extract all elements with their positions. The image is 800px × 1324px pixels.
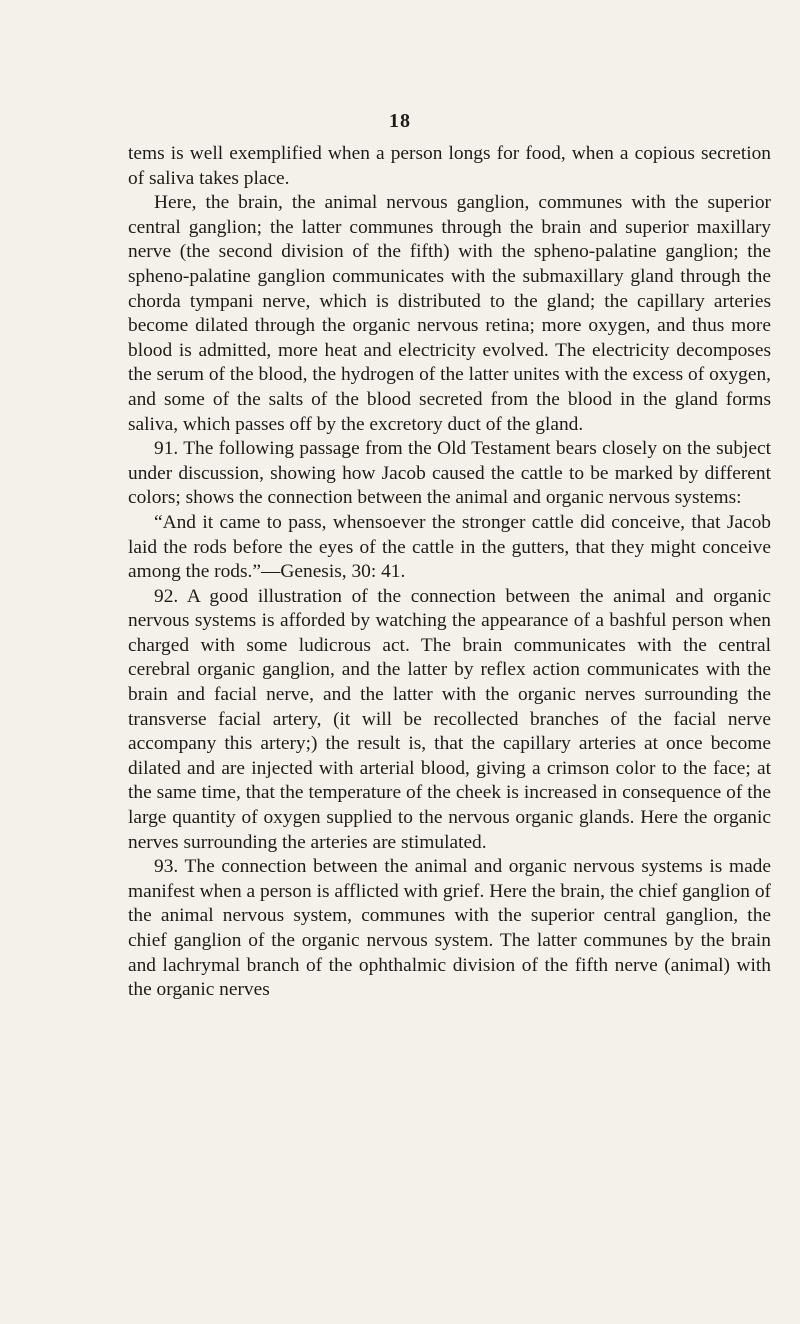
page-number: 18: [389, 110, 411, 132]
paragraph-section-92: 92. A good illustration of the connection between the animal and organic nervous systems is afforded by watching the appearance of a bashful person when charged with some ludicrous act. The brain communicates with the central cerebral organic ganglion, and the latter by reflex action communicates with the brain and facial nerve, and the latter with the organic nerves surrounding the transverse facial artery, (it will be recollected branches of the facial nerve accompany this artery;) the result is, that the capillary arteries at once become dilated and are injected with arterial blood, giving a crimson color to the face; at the same time, that the temperature of the cheek is increased in consequence of the large quantity of oxygen supplied to the nervous organic glands. Here the organic nerves surrounding the arteries are stimulated.: [128, 585, 771, 853]
paragraph-section-93: 93. The connection between the animal and organic nervous systems is made manifest when a person is afflicted with grief. Here the brain, the chief ganglion of the animal nervous system, communes with the superior central ganglion, the chief ganglion of the organic nervous system. The latter communes by the brain and lachrymal branch of the ophthalmic division of the fifth nerve (animal) with the organic nerves: [128, 856, 771, 1001]
paragraph-continuation: tems is well exemplified when a person longs for food, when a copious secretion of saliva takes place.: [128, 143, 771, 189]
paragraph-here-the-brain: Here, the brain, the animal nervous ganglion, communes with the superior central ganglion; the latter communes through the brain and superior maxillary nerve (the second division of the fifth) with the spheno-palatine ganglion; the spheno-palatine ganglion communicates with the submaxillary gland through the chorda tympani nerve, which is distributed to the gland; the capillary arteries become dilated through the organic nervous retina; more oxygen, and thus more blood is admitted, more heat and electricity evolved. The electricity decomposes the serum of the blood, the hydrogen of the latter unites with the excess of oxygen, and some of the salts of the blood secreted from the blood in the gland forms saliva, which passes off by the excretory duct of the gland.: [128, 192, 771, 435]
paragraph-section-91: 91. The following passage from the Old Testament bears closely on the subject under discussion, showing how Jacob caused the cattle to be marked by different colors; shows the connection between the animal and organic nervous systems:: [128, 438, 771, 509]
paragraph-genesis-quote: “And it came to pass, whensoever the stronger cattle did conceive, that Jacob laid the rods before the eyes of the cattle in the gutters, that they might conceive among the rods.”—Genesis, 30: 41.: [128, 511, 771, 583]
body-text: [128, 142, 771, 1003]
